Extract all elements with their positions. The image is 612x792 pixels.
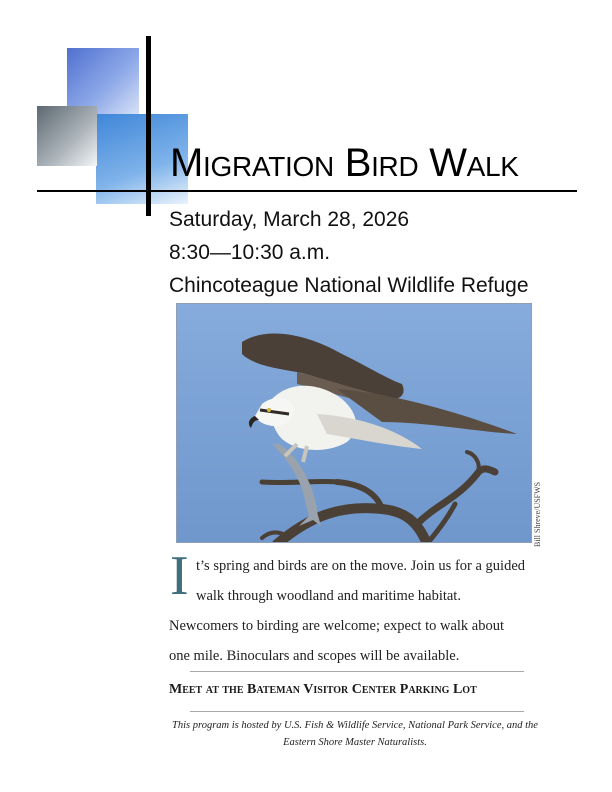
page-title: Migration Bird Walk	[170, 141, 519, 185]
description-line: Newcomers to birding are welcome; expect to walk about	[169, 618, 504, 634]
event-location: Chincoteague National Wildlife Refuge	[169, 274, 529, 297]
horizontal-rule	[37, 190, 577, 192]
decorative-square-gray	[37, 106, 97, 166]
event-time: 8:30—10:30 a.m.	[169, 241, 331, 264]
vertical-rule	[146, 36, 151, 216]
divider	[190, 711, 524, 712]
photo-credit: Bill Shreve/USFWS	[533, 481, 542, 547]
meeting-point: Meet at the Bateman Visitor Center Parking Lot	[169, 682, 477, 697]
event-date: Saturday, March 28, 2026	[169, 208, 410, 231]
description-line: t’s spring and birds are on the move. Join us for a guided	[196, 558, 526, 574]
osprey-photo	[176, 303, 532, 543]
osprey-illustration	[177, 304, 532, 543]
footer-note: This program is hosted by U.S. Fish & Wildlife Service, National Park Service, and the Eastern Shore Master Naturalists.	[172, 720, 538, 748]
description-line: walk through woodland and maritime habitat.	[196, 588, 461, 604]
description-line: one mile. Binoculars and scopes will be available.	[169, 648, 460, 664]
divider	[190, 671, 524, 672]
drop-cap: I	[170, 545, 189, 607]
